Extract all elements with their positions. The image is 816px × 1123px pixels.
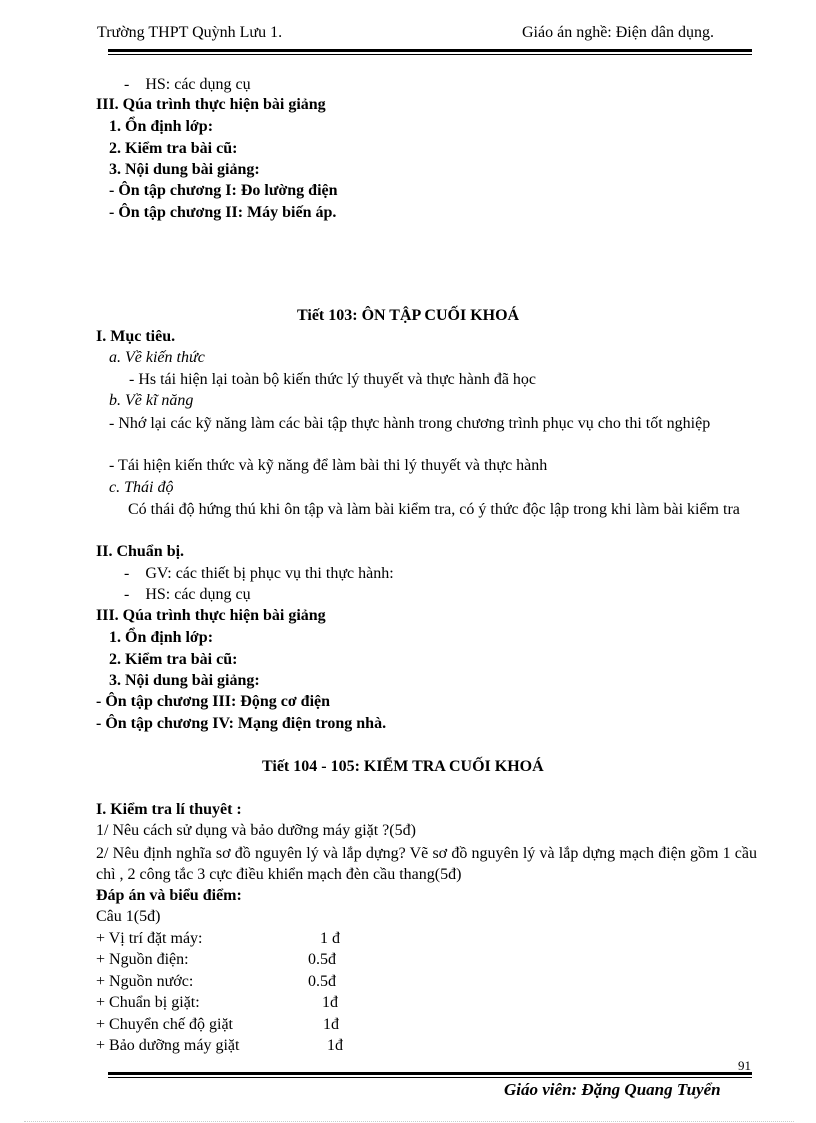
score-item-5: + Chuyển chế độ giặt [96, 1016, 233, 1033]
lesson103-process-title: III. Qúa trình thực hiện bài giảng [96, 607, 326, 624]
lesson103-prep-item-2: - HS: các dụng cụ [124, 586, 251, 603]
lesson104-question-1: 1/ Nêu cách sử dụng và bảo dưỡng máy giặt ?(5đ) [96, 822, 416, 839]
lesson103-objectives-title: I. Mục tiêu. [96, 328, 176, 345]
lesson103-skills-item-1: - Nhớ lại các kỹ năng làm các bài tập thực hành trong chương trình phục vụ cho thi tốt nghiệp [109, 415, 711, 432]
header-school: Trường THPT Quỳnh Lưu 1. [97, 24, 283, 41]
top-hs-item: - HS: các dụng cụ [124, 76, 251, 93]
lesson103-step-2: 2. Kiểm tra bài cũ: [109, 651, 238, 668]
lesson103-knowledge-item: - Hs tái hiện lại toàn bộ kiến thức lý thuyết và thực hành đã học [129, 371, 537, 388]
header-rule-thin [108, 54, 752, 55]
header-subject: Giáo án nghề: Điện dân dụng. [522, 24, 714, 41]
top-review-1: - Ôn tập chương I: Đo lường điện [109, 182, 338, 199]
lesson104-cau1: Câu 1(5đ) [96, 908, 161, 925]
lesson103-skills-label: b. Về kĩ năng [109, 392, 194, 409]
top-process-title: III. Qúa trình thực hiện bài giảng [96, 96, 326, 113]
page-bottom-edge [24, 1121, 794, 1122]
lesson103-skills-item-2: - Tái hiện kiến thức và kỹ năng để làm bài thi lý thuyết và thực hành [109, 457, 548, 474]
lesson103-title: Tiết 103: ÔN TẬP CUỐI KHOÁ [297, 307, 520, 324]
lesson103-step-3: 3. Nội dung bài giảng: [109, 672, 260, 689]
score-value-4: 1đ [322, 994, 338, 1011]
lesson103-attitude-text: Có thái độ hứng thú khi ôn tập và làm bài kiểm tra, có ý thức độc lập trong khi làm bài kiểm tra [128, 501, 740, 518]
score-value-2: 0.5đ [308, 951, 336, 968]
footer-rule-thin [108, 1077, 752, 1078]
footer-rule-thick [108, 1072, 752, 1075]
lesson103-step-1: 1. Ổn định lớp: [109, 629, 214, 646]
lesson104-answer-title: Đáp án và biểu điểm: [96, 887, 242, 904]
lesson103-knowledge-label: a. Về kiến thức [109, 349, 205, 366]
top-step-2: 2. Kiểm tra bài cũ: [109, 140, 238, 157]
lesson103-review-2: - Ôn tập chương IV: Mạng điện trong nhà. [96, 715, 387, 732]
score-value-6: 1đ [327, 1037, 343, 1054]
score-item-3: + Nguồn nước: [96, 973, 194, 990]
page-number: 91 [738, 1058, 751, 1073]
score-item-1: + Vị trí đặt máy: [96, 930, 203, 947]
lesson104-title: Tiết 104 - 105: KIỂM TRA CUỐI KHOÁ [262, 758, 544, 775]
top-review-2: - Ôn tập chương II: Máy biến áp. [109, 204, 337, 221]
score-value-1: 1 đ [320, 930, 340, 947]
top-step-1: 1. Ổn định lớp: [109, 118, 214, 135]
lesson104-question-2: 2/ Nêu định nghĩa sơ đồ nguyên lý và lắp dựng? Vẽ sơ đồ nguyên lý và lắp dựng mạch điện gồm 1 cầu chì , 2 công tắc 3 cực điều khiển mạch đèn cầu thang(5đ) [96, 845, 757, 883]
score-item-2: + Nguồn điện: [96, 951, 189, 968]
lesson103-attitude-label: c. Thái độ [109, 479, 174, 496]
header-rule-thick [108, 49, 752, 52]
lesson103-prep-item-1: - GV: các thiết bị phục vụ thi thực hành: [124, 565, 394, 582]
lesson104-theory-title: I. Kiểm tra lí thuyêt : [96, 801, 242, 818]
footer-teacher: Giáo viên: Đặng Quang Tuyển [504, 1080, 721, 1099]
score-value-3: 0.5đ [308, 973, 336, 990]
score-item-6: + Bảo dưỡng máy giặt [96, 1037, 240, 1054]
lesson103-review-1: - Ôn tập chương III: Động cơ điện [96, 693, 331, 710]
top-step-3: 3. Nội dung bài giảng: [109, 161, 260, 178]
lesson103-prep-title: II. Chuẩn bị. [96, 543, 185, 560]
score-value-5: 1đ [323, 1016, 339, 1033]
score-item-4: + Chuẩn bị giặt: [96, 994, 200, 1011]
